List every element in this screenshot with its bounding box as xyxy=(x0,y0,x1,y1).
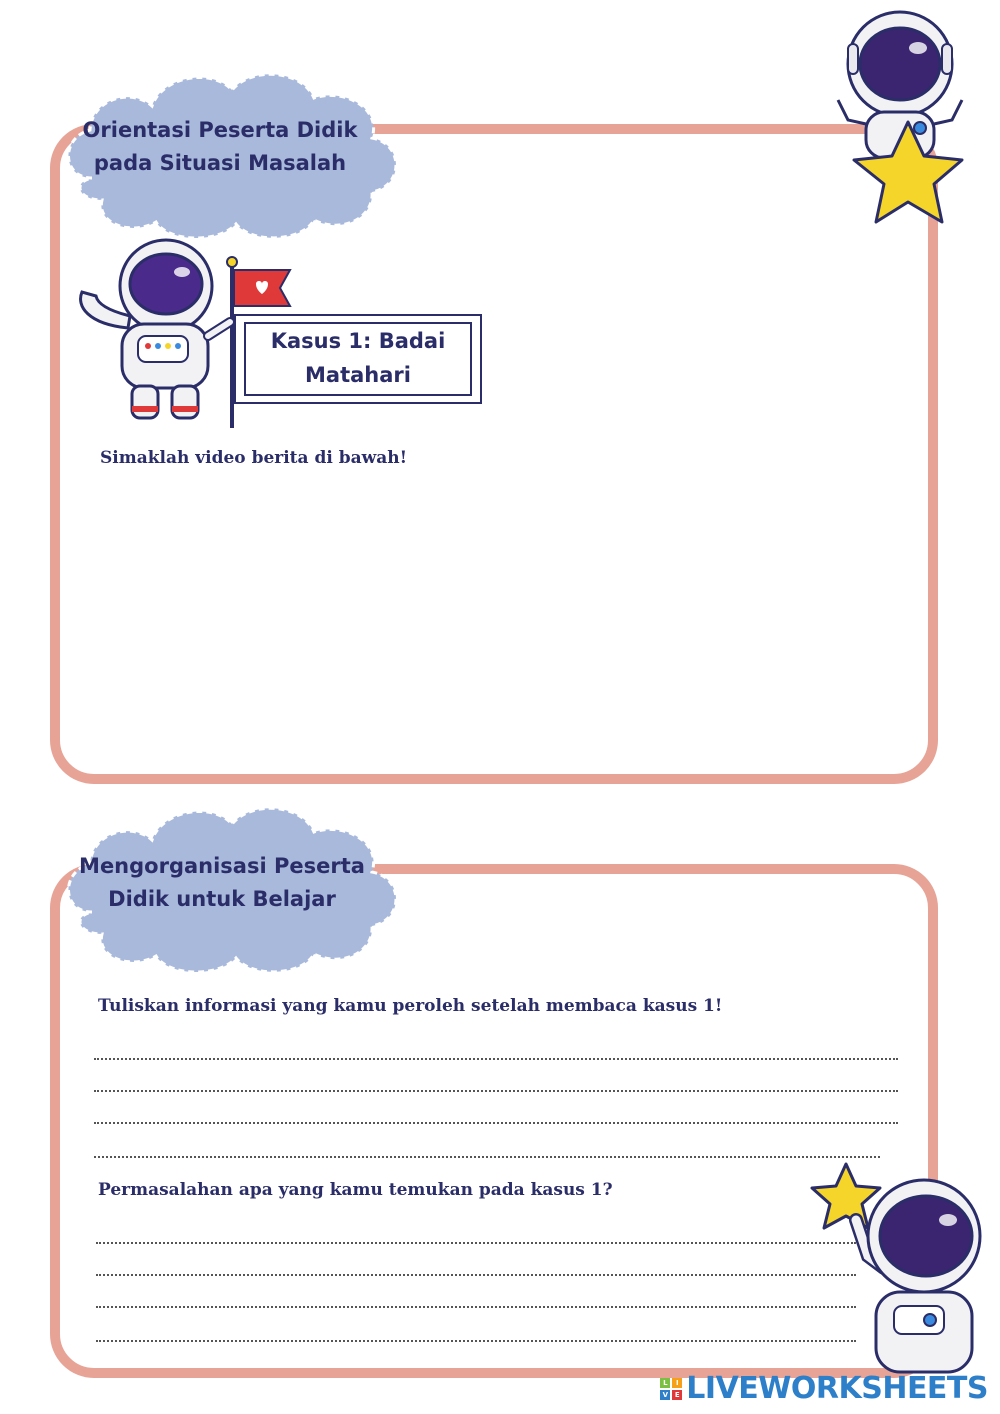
section2-heading-line1: Mengorganisasi Peserta xyxy=(79,854,365,878)
answer-line-q1-1[interactable] xyxy=(94,1058,898,1060)
case-title-line1: Kasus 1: Badai xyxy=(270,329,446,353)
answer-line-q2-1[interactable] xyxy=(96,1242,856,1244)
section2-heading xyxy=(70,850,374,916)
logo-letter-i: I xyxy=(672,1378,682,1388)
question-2: Permasalahan apa yang kamu temukan pada kasus 1? xyxy=(98,1180,613,1200)
answer-line-q1-4[interactable] xyxy=(94,1156,880,1158)
liveworksheets-text: LIVEWORKSHEETS xyxy=(686,1371,988,1406)
answer-line-q1-2[interactable] xyxy=(94,1090,898,1092)
section1-heading xyxy=(70,114,370,180)
astronaut-holding-star-illustration xyxy=(806,1160,986,1384)
answer-line-q1-3[interactable] xyxy=(94,1122,898,1124)
section1-heading-line1: Orientasi Peserta Didik xyxy=(82,118,358,142)
question-1: Tuliskan informasi yang kamu peroleh setelah membaca kasus 1! xyxy=(98,996,723,1016)
case-title-line2: Matahari xyxy=(305,363,411,387)
case-title xyxy=(244,324,472,392)
liveworksheets-logo-icon xyxy=(660,1378,682,1400)
logo-letter-l: L xyxy=(660,1378,670,1388)
astronaut-star-illustration xyxy=(826,4,972,238)
section1-heading-line2: pada Situasi Masalah xyxy=(93,151,347,175)
liveworksheets-watermark xyxy=(660,1371,988,1406)
answer-line-q2-4[interactable] xyxy=(96,1340,856,1342)
answer-line-q2-3[interactable] xyxy=(96,1306,856,1308)
video-instruction: Simaklah video berita di bawah! xyxy=(100,448,408,468)
answer-line-q2-2[interactable] xyxy=(96,1274,856,1276)
section2-heading-line2: Didik untuk Belajar xyxy=(108,887,336,911)
logo-letter-e: E xyxy=(672,1390,682,1400)
logo-letter-v: V xyxy=(660,1390,670,1400)
